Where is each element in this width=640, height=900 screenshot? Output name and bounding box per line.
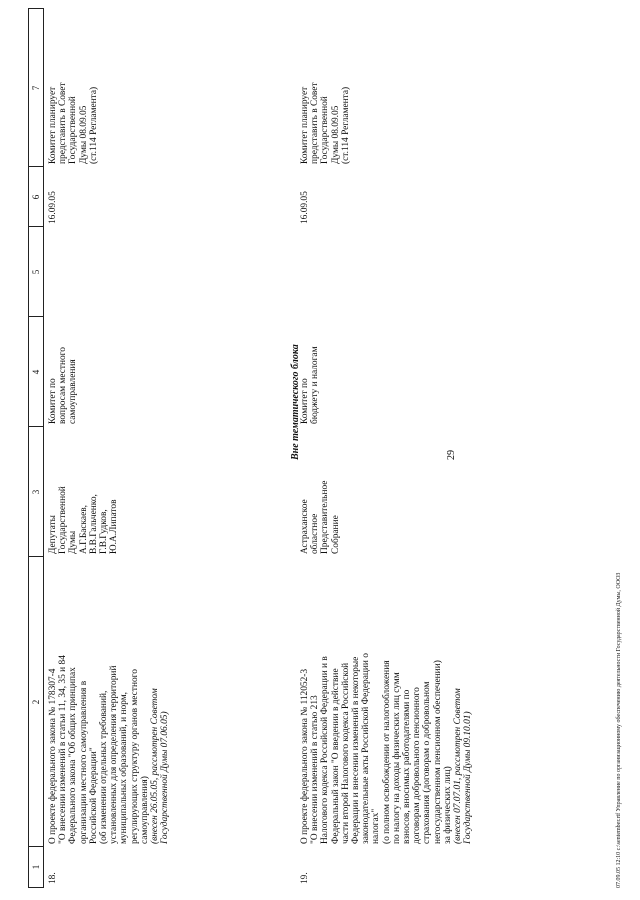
title-line: О проекте федерального закона № 178307-4 bbox=[48, 668, 58, 844]
remark-line: Комитет планирует bbox=[300, 86, 310, 164]
committee bbox=[48, 320, 79, 424]
row-number: 18. bbox=[48, 872, 58, 884]
title-line: организации местного самоуправления в bbox=[78, 680, 89, 844]
remark-line: (ст.114 Регламента) bbox=[340, 86, 351, 164]
note-line: Государственной Думы 07.06.05) bbox=[160, 711, 171, 844]
title-line: Российской Федерации" bbox=[88, 747, 99, 844]
remark-line: Думы 08.09.05 bbox=[330, 105, 341, 164]
remark-line: представить в Совет bbox=[310, 82, 321, 164]
initiator-line: Астраханское bbox=[300, 499, 310, 554]
initiator-line: Думы bbox=[68, 530, 79, 554]
initiator-line: Государственной bbox=[58, 486, 69, 554]
committee-line: Комитет по bbox=[300, 378, 310, 424]
title-line: "О внесении изменений в статью 213 bbox=[310, 695, 321, 844]
initiator-line: Ю.А.Липатов bbox=[109, 499, 120, 554]
initiator-line: Депутаты bbox=[48, 515, 58, 554]
committee-line: бюджету и налогам bbox=[310, 346, 321, 424]
title-line: (об изменении отдельных требований, bbox=[99, 690, 110, 844]
col-header-5: 5 bbox=[31, 269, 41, 275]
initiator bbox=[300, 430, 341, 554]
title-line: налогах" bbox=[371, 808, 382, 844]
title-line: самоуправления) bbox=[139, 776, 150, 844]
table-header bbox=[28, 8, 44, 888]
initiator-line: областное bbox=[310, 513, 321, 554]
note-line: (внесен 26.05.05, рассмотрен Советом bbox=[150, 688, 161, 844]
note-line: Государственной Думы 09.10.01) bbox=[463, 711, 474, 844]
bill-title bbox=[48, 558, 170, 844]
section-title: Вне тематического блока bbox=[290, 344, 301, 460]
col-header-3: 3 bbox=[31, 489, 41, 495]
title-line: Федерации и внесении изменений в некоторые bbox=[351, 656, 362, 844]
initiator-line: Представительное bbox=[320, 480, 331, 554]
initiator-line: Собрание bbox=[330, 515, 341, 554]
remark-line: представить в Совет bbox=[58, 82, 69, 164]
remark bbox=[300, 14, 351, 164]
remark-line: Комитет планирует bbox=[48, 86, 58, 164]
title-line: Федеральный закон "О введении в действие bbox=[330, 668, 341, 844]
bill-title bbox=[300, 558, 473, 844]
title-line: страхования (договорам о добровольном bbox=[422, 681, 433, 844]
committee-line: Комитет по bbox=[48, 378, 58, 424]
title-line: негосударственном пенсионном обеспечении) bbox=[432, 660, 443, 844]
title-line: за физических лиц) bbox=[442, 766, 453, 844]
title-line: регулирующих структуру органов местного bbox=[129, 669, 140, 844]
committee-line: самоуправления bbox=[68, 359, 79, 424]
col-header-1: 1 bbox=[31, 864, 41, 870]
title-line: муниципальных образований, и норм, bbox=[119, 692, 130, 844]
initiator-line: В.В.Гальченко, bbox=[88, 494, 99, 554]
col-header-2: 2 bbox=[31, 699, 41, 705]
title-line: договорам добровольного пенсионного bbox=[412, 687, 423, 844]
title-line: (о полном освобождении от налогообложения bbox=[381, 660, 392, 844]
initiator bbox=[48, 430, 119, 554]
title-line: Налогового кодекса Российской Федерации и в bbox=[320, 656, 331, 844]
title-line: "О внесении изменений в статьи 11, 34, 35 и 84 bbox=[58, 655, 69, 844]
date: 16.09.05 bbox=[300, 191, 310, 224]
title-line: части второй Налогового кодекса Российской bbox=[340, 662, 351, 844]
title-line: по налогу на доходы физических лиц сумм bbox=[391, 672, 402, 844]
title-line: взносов, вносимых работодателями по bbox=[402, 689, 413, 844]
page-number: 29 bbox=[446, 450, 457, 460]
remark-line: (ст.114 Регламента) bbox=[88, 86, 99, 164]
title-line: установленных для определения территорий bbox=[109, 665, 120, 844]
note-line: (внесен 07.07.01, рассмотрен Советом bbox=[453, 688, 464, 844]
committee bbox=[300, 320, 320, 424]
col-header-4: 4 bbox=[31, 369, 41, 375]
col-header-6: 6 bbox=[31, 194, 41, 200]
row-number: 19. bbox=[300, 872, 310, 884]
title-line: Федерального закона "Об общих принципах bbox=[68, 667, 79, 844]
date: 16.09.05 bbox=[48, 191, 58, 224]
committee-line: вопросам местного bbox=[58, 347, 69, 424]
initiator-line: Г.В.Гудков, bbox=[99, 509, 110, 554]
title-line: законодательные акты Российской Федерации о bbox=[361, 653, 372, 844]
remark-line: Государственной bbox=[68, 96, 79, 164]
initiator-line: А.Г.Баскаев, bbox=[78, 504, 89, 554]
remark-line: Думы 08.09.05 bbox=[78, 105, 89, 164]
title-line: О проекте федерального закона № 112052-3 bbox=[300, 668, 310, 844]
remark bbox=[48, 14, 99, 164]
page-footer: 07.09.05 12:10 c:\sentember.rtf Управление по организационному обеспечению деятельности Государственной Думы, ООО3 bbox=[616, 572, 622, 888]
remark-line: Государственной bbox=[320, 96, 331, 164]
col-header-7: 7 bbox=[31, 85, 41, 91]
